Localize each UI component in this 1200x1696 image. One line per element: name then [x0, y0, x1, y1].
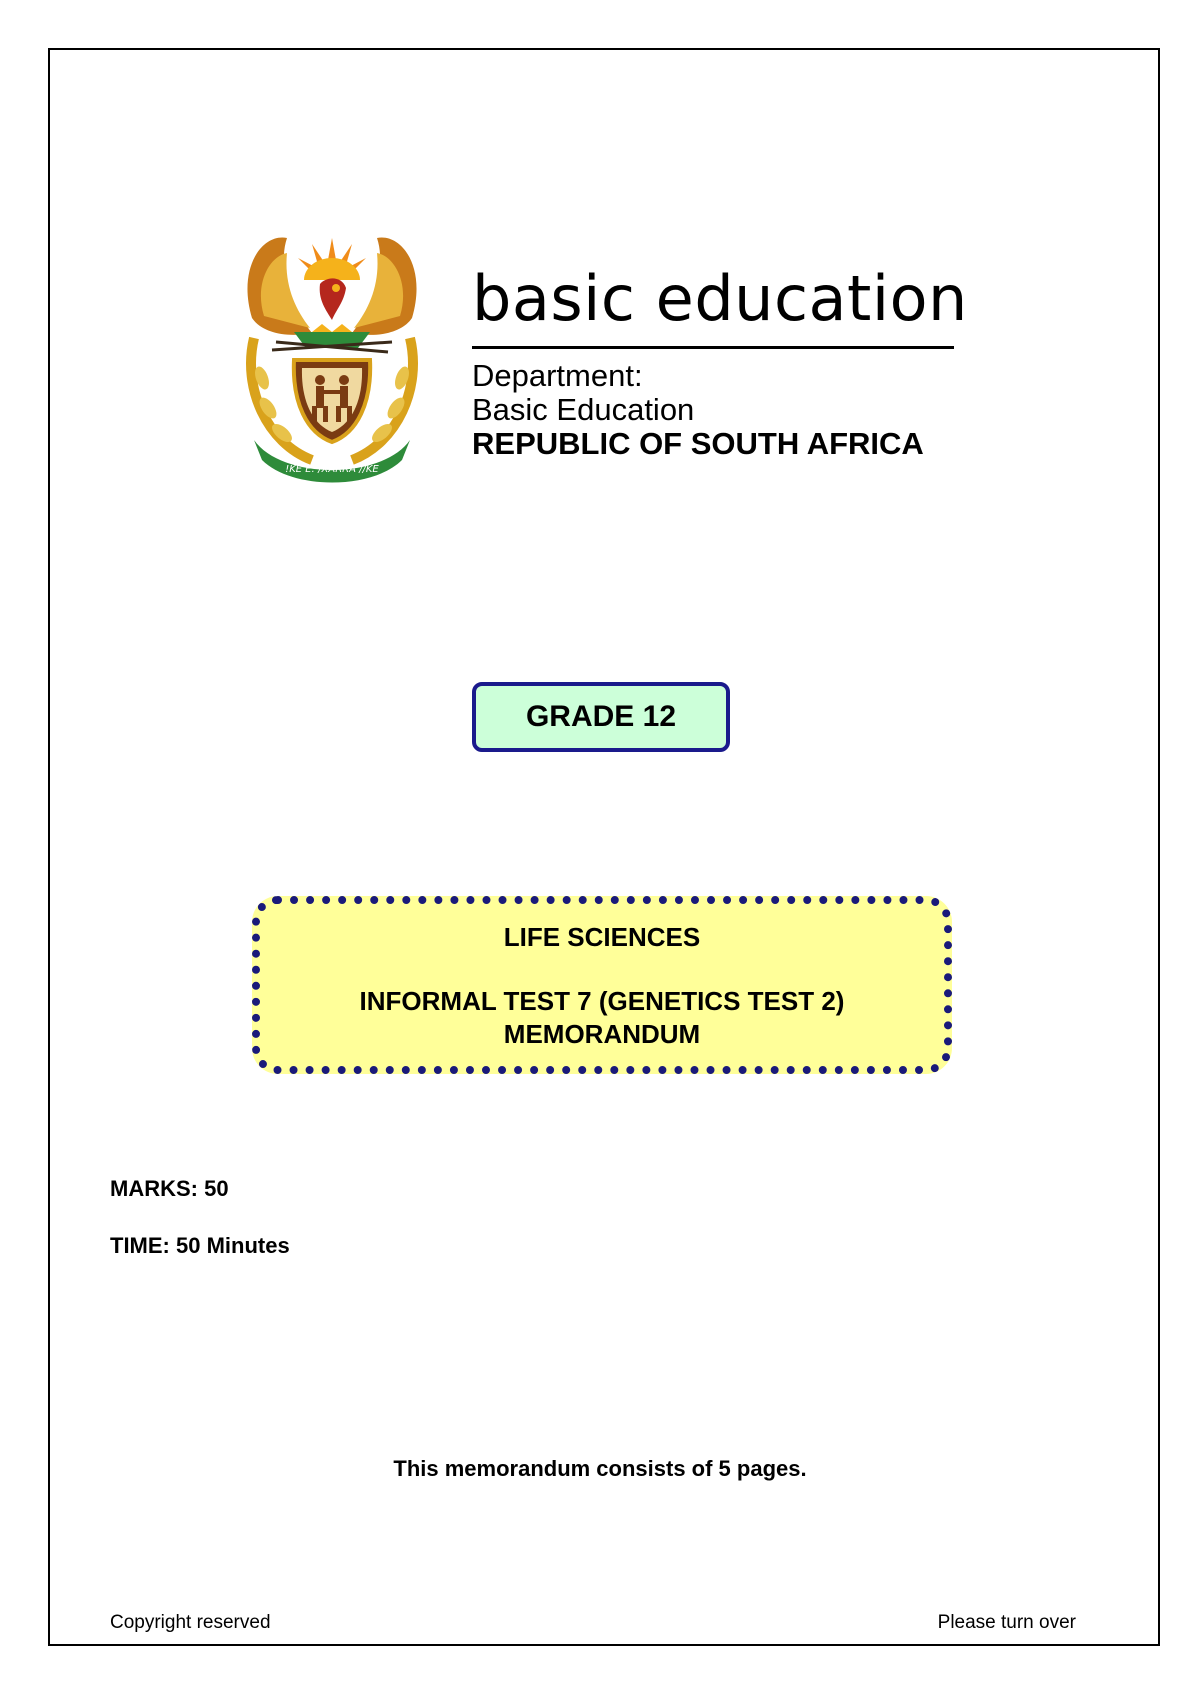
grade-box: [472, 682, 730, 752]
brand-title: basic education: [472, 262, 968, 335]
brand-divider: [472, 346, 954, 349]
department-name: Basic Education: [472, 392, 695, 427]
subject-title: LIFE SCIENCES: [503, 922, 701, 952]
emblem-motto: !KE E: /XARRA //KE: [285, 464, 379, 475]
document-type: MEMORANDUM: [503, 1019, 701, 1049]
footer-copyright: Copyright reserved: [110, 1612, 271, 1633]
department-label: Department:: [472, 358, 643, 393]
grade-label: GRADE 12: [525, 700, 677, 733]
time-label: TIME: 50 Minutes: [110, 1233, 290, 1258]
subject-box: [252, 896, 952, 1074]
test-name: INFORMAL TEST 7 (GENETICS TEST 2): [359, 986, 845, 1016]
marks-label: MARKS: 50: [110, 1176, 229, 1201]
pages-note: This memorandum consists of 5 pages.: [393, 1456, 807, 1481]
country-name: REPUBLIC OF SOUTH AFRICA: [472, 426, 924, 461]
footer-turn-over: Please turn over: [937, 1612, 1076, 1633]
coat-of-arms-icon: [232, 228, 432, 490]
